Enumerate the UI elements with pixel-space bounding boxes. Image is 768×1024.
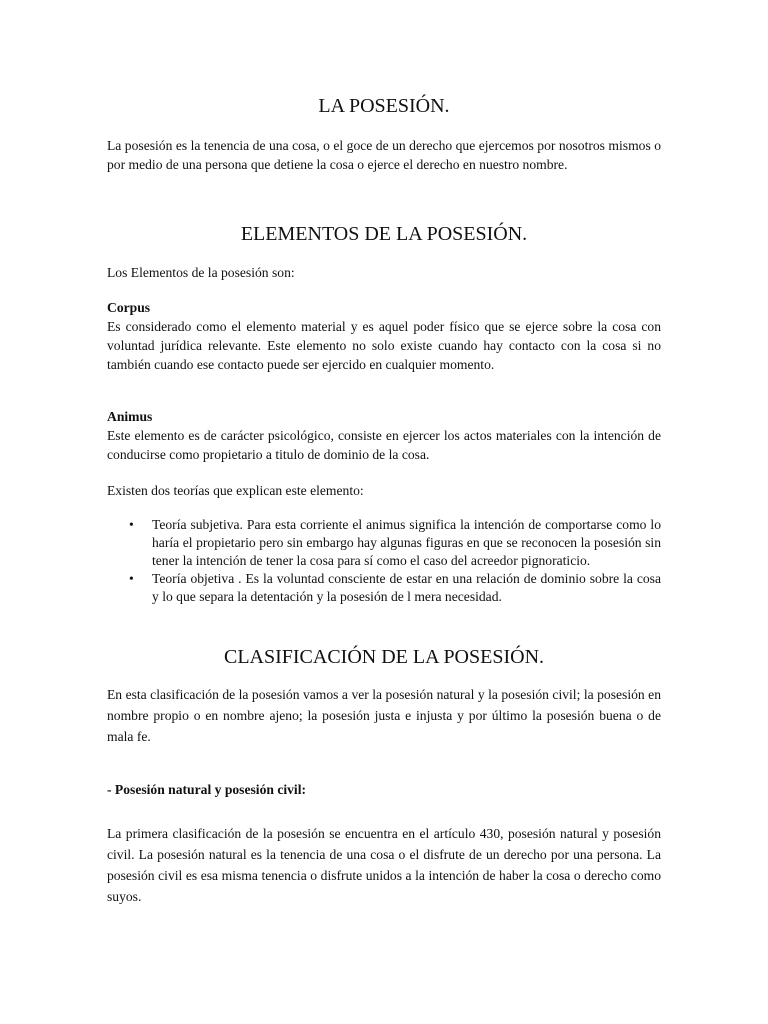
- theory-objective-text: Teoría objetiva . Es la voluntad consciente de estar en una relación de dominio sobre la cosa y lo que separa la detentación y la posesión de l mera necesidad.: [152, 571, 661, 604]
- page-title: LA POSESIÓN.: [318, 95, 450, 117]
- list-item: [107, 516, 661, 570]
- theory-subjective-text: Teoría subjetiva. Para esta corriente el animus significa la intención de comportarse como lo haría el propietario pero sin embargo hay algunas figuras en que se reconocen la posesión sin tener la intención de tener la cosa para sí como el caso del acreedor pignoraticio.: [152, 517, 661, 568]
- theories-intro: Existen dos teorías que explican este elemento:: [107, 483, 364, 498]
- theories-list: [107, 516, 661, 606]
- bullet-icon: •: [129, 571, 134, 586]
- classification-heading: CLASIFICACIÓN DE LA POSESIÓN.: [223, 646, 545, 668]
- intro-paragraph: La posesión es la tenencia de una cosa, o el goce de un derecho que ejercemos por nosotros mismos o por medio de una persona que detiene la cosa o ejerce el derecho en nuestro nombre.: [107, 138, 661, 172]
- natural-civil-label: - Posesión natural y posesión civil:: [107, 782, 307, 797]
- animus-paragraph: Este elemento es de carácter psicológico, consiste en ejercer los actos materiales con la intención de conducirse como propietario a titulo de dominio de la cosa.: [107, 428, 661, 462]
- animus-label: Animus: [107, 409, 153, 424]
- corpus-paragraph: Es considerado como el elemento material y es aquel poder físico que se ejerce sobre la cosa con voluntad jurídica relevante. Este elemento no solo existe cuando hay contacto con la cosa si no también cuando ese contacto puede ser ejercido en cualquier momento.: [107, 319, 661, 372]
- list-item: [107, 570, 661, 606]
- bullet-icon: •: [129, 517, 134, 532]
- corpus-label: Corpus: [107, 300, 151, 315]
- classification-intro: En esta clasificación de la posesión vamos a ver la posesión natural y la posesión civil; la posesión en nombre propio o en nombre ajeno; la posesión justa e injusta y por último la posesión buena o de mala fe.: [107, 687, 661, 744]
- elements-intro: Los Elementos de la posesión son:: [107, 265, 295, 280]
- natural-civil-paragraph: La primera clasificación de la posesión se encuentra en el artículo 430, posesión natural y posesión civil. La posesión natural es la tenencia de una cosa o el disfrute de un derecho por una persona. La posesión civil es esa misma tenencia o disfrute unidos a la intención de haber la cosa o derecho como suyos.: [107, 826, 661, 904]
- elements-heading: ELEMENTOS DE LA POSESIÓN.: [240, 223, 528, 245]
